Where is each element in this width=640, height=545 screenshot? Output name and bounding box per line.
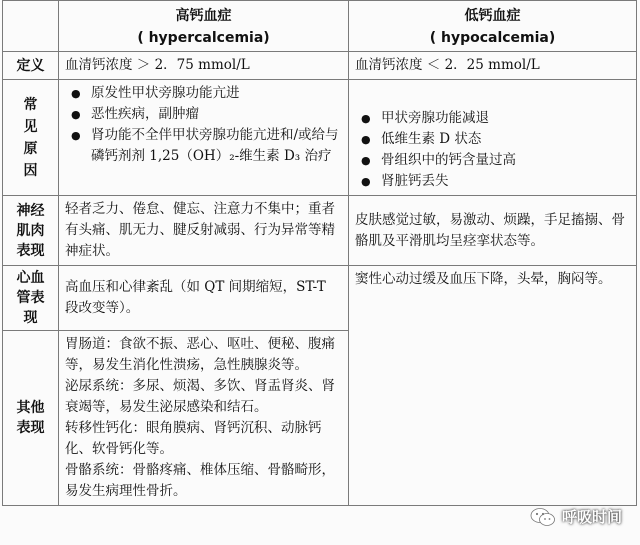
list-item: 泌尿系统：多尿、烦渴、多饮、肾盂肾炎、肾衰竭等，易发生泌尿感染和结石。 [65,378,335,415]
cardiovascular-row [3,266,637,331]
list-item: 骨骼系统：骨骼疼痛、椎体压缩、骨骼畸形，易发生病理性骨折。 [65,462,335,499]
cardiovascular-label-text: 心血管表现 [16,270,45,326]
neuromuscular-row [3,196,637,266]
header-row [3,1,637,52]
causes-label [3,80,59,196]
hypercalcemia-title: 高钙血症 [175,8,232,24]
causes-row [3,80,637,196]
list-item: ● 骨组织中的钙含量过高 [355,150,630,171]
list-item: ● 甲状旁腺功能减退 [355,108,630,129]
list-item: ● 原发性甲状旁腺功能亢进 [65,83,342,104]
watermark-text: 呼吸时间 [561,508,622,526]
list-item: ● 低维生素 D 状态 [355,129,630,150]
cardiovascular-low: 窦性心动过缓及血压下降，头晕，胸闷等。 [349,266,637,506]
definition-low: 血清钙浓度 ＜ 2．25 mmol/L [349,52,637,80]
hypercalcemia-english: ( hypercalcemia) [137,30,270,46]
hypocalcemia-title: 低钙血症 [464,8,521,24]
cardiovascular-label [3,266,59,331]
list-item: 转移性钙化：眼角膜病、肾钙沉积、动脉钙化、软骨钙化等。 [65,420,322,457]
definition-row [3,52,637,80]
neuromuscular-low: 皮肤感觉过敏，易激动、烦躁，手足搐搦、骨骼肌及平滑肌均呈痉挛状态等。 [349,196,637,266]
hypocalcemia-header [349,1,637,52]
other-label-text: 其他表现 [16,400,45,436]
corner-cell [3,1,59,52]
definition-label: 定义 [3,52,59,80]
list-item: ● 肾脏钙丢失 [355,171,630,192]
hypocalcemia-english: ( hypocalcemia) [429,30,556,46]
hypercalcemia-header [59,1,349,52]
wechat-icon [530,507,556,527]
cardiovascular-high: 高血压和心律紊乱（如 QT 间期缩短，ST-T 段改变等）。 [59,266,349,331]
list-item: 胃肠道：食欲不振、恶心、呕吐、便秘、腹痛等，易发生消化性溃疡，急性胰腺炎等。 [65,336,335,373]
neuromuscular-label [3,196,59,266]
list-item: ● 恶性疾病，副肿瘤 [65,104,342,125]
causes-high [59,80,349,196]
causes-low [349,80,637,196]
definition-high: 血清钙浓度 ＞ 2．75 mmol/L [59,52,349,80]
other-label [3,331,59,506]
watermark [530,506,622,527]
neuromuscular-high: 轻者乏力、倦怠、健忘、注意力不集中；重者有头痛、肌无力、腱反射减弱、行为异常等精神症状。 [59,196,349,266]
other-high [59,331,349,506]
list-item: ● 肾功能不全伴甲状旁腺功能亢进和/或给与磷钙剂剂 1,25（OH）₂-维生素 D₃ 治疗 [65,125,342,167]
calcium-comparison-table [2,0,637,506]
causes-label-text: 常见原因 [23,96,38,179]
neuromuscular-label-text: 神经肌肉表现 [16,202,45,259]
